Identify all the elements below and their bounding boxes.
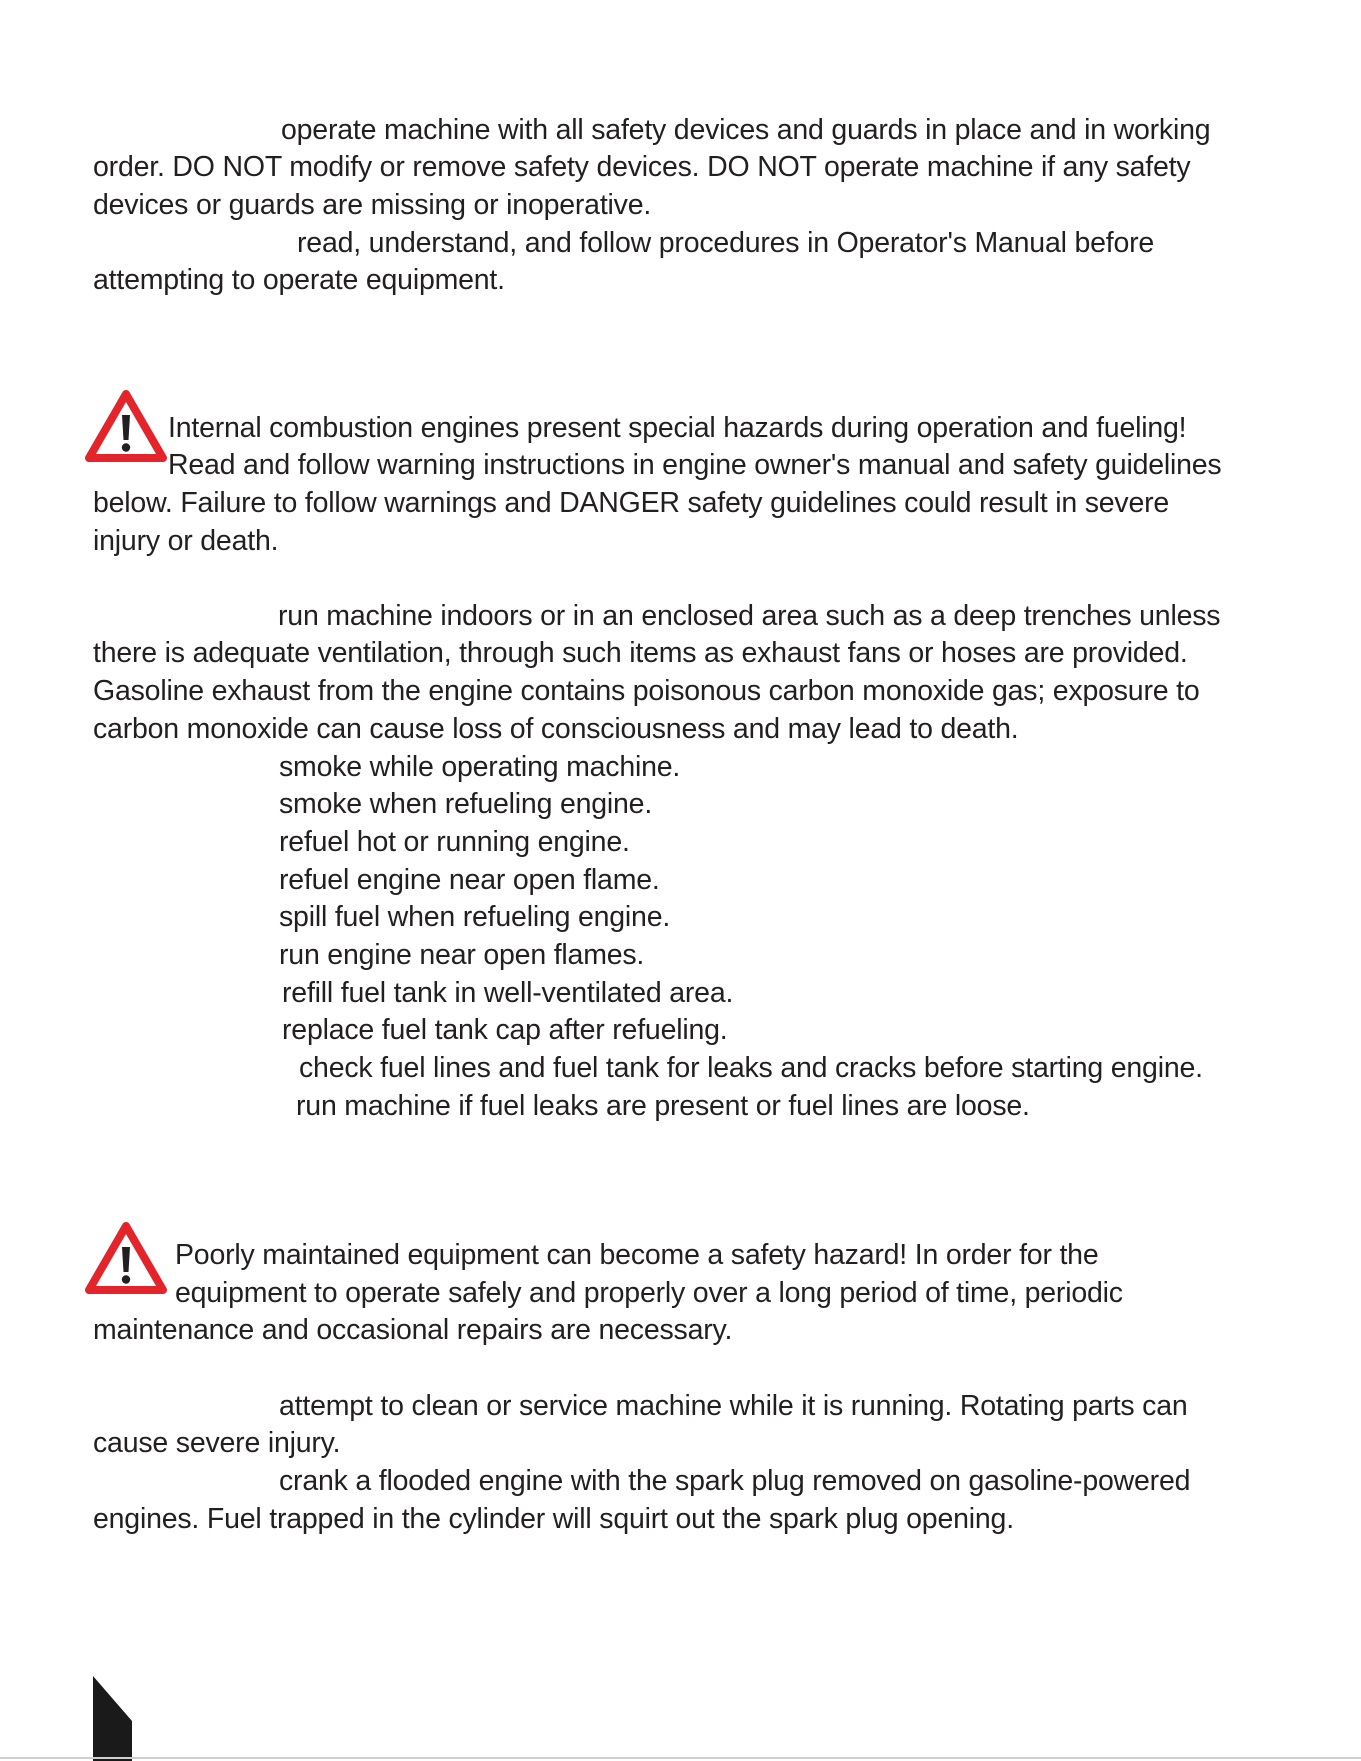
fuel-item-3: refuel hot or running engine.	[279, 826, 630, 858]
maintenance-item-4: engines. Fuel trapped in the cylinder will squirt out the spark plug opening.	[93, 1503, 1014, 1535]
fuel-item-9: check fuel lines and fuel tank for leaks and cracks before starting engine.	[299, 1052, 1203, 1084]
guards-line-4: read, understand, and follow procedures in Operator's Manual before	[297, 227, 1155, 259]
ventilation-line-2: there is adequate ventilation, through such items as exhaust fans or hoses are provided.	[93, 637, 1188, 669]
bottom-rule	[0, 1757, 1361, 1759]
ventilation-line-1: run machine indoors or in an enclosed area such as a deep trenches unless	[278, 600, 1221, 632]
fuel-item-10: run machine if fuel leaks are present or fuel lines are loose.	[296, 1090, 1030, 1122]
ventilation-line-4: carbon monoxide can cause loss of consciousness and may lead to death.	[93, 713, 1019, 745]
fuel-item-7: refill fuel tank in well-ventilated area.	[282, 977, 734, 1009]
page-corner-tab	[93, 1676, 132, 1761]
engine-warning-line-2: Read and follow warning instructions in engine owner's manual and safety guidelines	[168, 449, 1222, 481]
guards-line-2: order. DO NOT modify or remove safety devices. DO NOT operate machine if any safety	[93, 151, 1191, 183]
engine-warning-line-4: injury or death.	[93, 525, 279, 557]
fuel-item-8: replace fuel tank cap after refueling.	[282, 1014, 728, 1046]
maintenance-warning-line-1: Poorly maintained equipment can become a safety hazard! In order for the	[175, 1239, 1099, 1271]
maintenance-warning-line-3: maintenance and occasional repairs are necessary.	[93, 1314, 733, 1346]
ventilation-line-3: Gasoline exhaust from the engine contains poisonous carbon monoxide gas; exposure to	[93, 675, 1200, 707]
engine-warning-line-3: below. Failure to follow warnings and DANGER safety guidelines could result in severe	[93, 487, 1170, 519]
fuel-item-2: smoke when refueling engine.	[279, 788, 653, 820]
maintenance-item-1: attempt to clean or service machine while it is running. Rotating parts can	[279, 1390, 1188, 1422]
warning-triangle-icon	[84, 389, 168, 463]
maintenance-warning-line-2: equipment to operate safely and properly over a long period of time, periodic	[175, 1277, 1123, 1309]
guards-line-1: operate machine with all safety devices and guards in place and in working	[281, 114, 1211, 146]
fuel-item-5: spill fuel when refueling engine.	[279, 901, 671, 933]
warning-triangle-icon	[84, 1221, 168, 1295]
maintenance-item-2: cause severe injury.	[93, 1427, 341, 1459]
fuel-item-1: smoke while operating machine.	[279, 751, 681, 783]
fuel-item-6: run engine near open flames.	[279, 939, 645, 971]
guards-line-5: attempting to operate equipment.	[93, 264, 505, 296]
fuel-item-4: refuel engine near open flame.	[279, 864, 660, 896]
engine-warning-line-1: Internal combustion engines present special hazards during operation and fueling!	[168, 412, 1187, 444]
maintenance-item-3: crank a flooded engine with the spark plug removed on gasoline-powered	[279, 1465, 1191, 1497]
guards-line-3: devices or guards are missing or inoperative.	[93, 189, 652, 221]
